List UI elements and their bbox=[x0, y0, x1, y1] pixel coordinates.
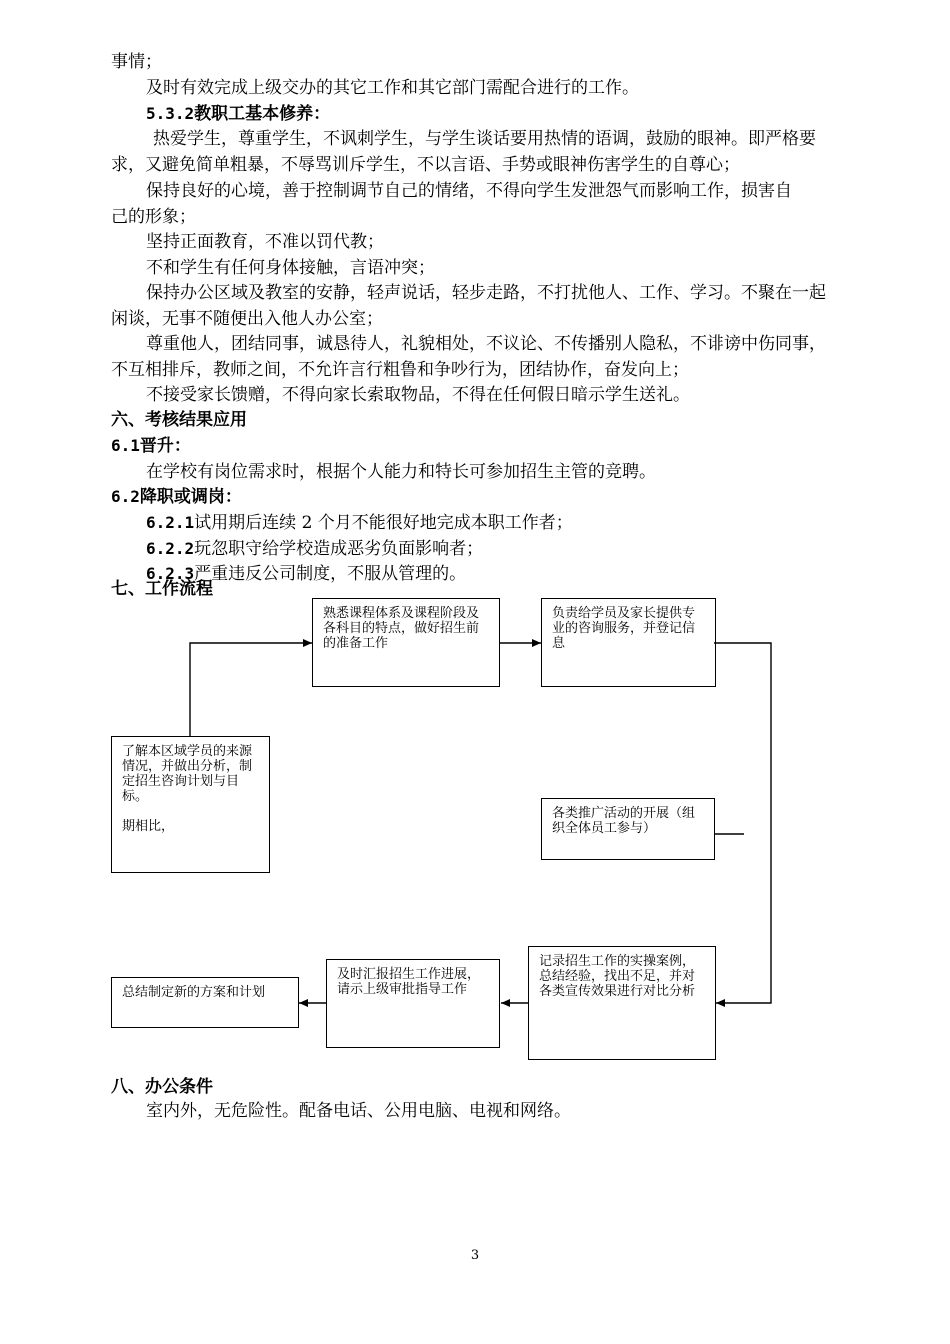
section-heading-6: 六、考核结果应用 bbox=[111, 410, 247, 430]
flow-box-familiar bbox=[312, 598, 500, 687]
flow-box-text: 了解本区域学员的来源情况，并做出分析，制定招生咨询计划与目标。 期相比， bbox=[122, 744, 253, 834]
flow-box-text: 总结制定新的方案和计划 bbox=[122, 985, 266, 1000]
text-line: 保持良好的心境，善于控制调节自己的情绪，不得向学生发泄怨气而影响工作，损害自 bbox=[146, 181, 792, 201]
section-heading-7: 七、工作流程 bbox=[111, 579, 213, 599]
section-heading-8: 八、办公条件 bbox=[111, 1077, 213, 1097]
text-line: 及时有效完成上级交办的其它工作和其它部门需配合进行的工作。 bbox=[146, 78, 639, 98]
flow-box-text: 记录招生工作的实操案例，总结经验，找出不足，并对各类宣传效果进行对比分析 bbox=[539, 954, 696, 999]
flow-box-text: 及时汇报招生工作进展，请示上级审批指导工作 bbox=[337, 967, 481, 997]
item-text: 玩忽职守给学校造成恶劣负面影响者； bbox=[194, 539, 484, 559]
text-line: 室内外，无危险性。配备电话、公用电脑、电视和网络。 bbox=[146, 1101, 571, 1121]
text-line: 己的形象； bbox=[111, 207, 196, 227]
text-line: 坚持正面教育，不准以罚代教； bbox=[146, 232, 384, 252]
item-text: 试用期后连续 2 个月不能很好地完成本职工作者； bbox=[194, 513, 573, 533]
text-line: 尊重他人，团结同事，诚恳待人，礼貌相处，不议论、不传播别人隐私，不诽谤中伤同事， bbox=[146, 334, 826, 354]
flow-box-understand bbox=[111, 736, 270, 873]
page-number: 3 bbox=[470, 1248, 480, 1263]
item-number: 6.2.1 bbox=[146, 513, 195, 532]
heading-number: 6.1 bbox=[111, 436, 140, 455]
flow-box-report bbox=[326, 959, 500, 1048]
arrow-consult-to-record bbox=[714, 643, 771, 1003]
heading-number: 5.3.2 bbox=[146, 104, 195, 123]
item-number: 6.2.2 bbox=[146, 539, 195, 558]
flow-box-consult bbox=[541, 598, 716, 687]
heading-number: 6.2 bbox=[111, 487, 140, 506]
flow-box-text: 熟悉课程体系及课程阶段及各科目的特点，做好招生前的准备工作 bbox=[323, 606, 480, 651]
flow-box-text: 负责给学员及家长提供专业的咨询服务，并登记信息 bbox=[552, 606, 696, 651]
text-line: 不接受家长馈赠，不得向家长索取物品，不得在任何假日暗示学生送礼。 bbox=[146, 385, 690, 405]
item-number: 6.2.3 bbox=[146, 564, 195, 583]
flow-box-text: 各类推广活动的开展（组织全体员工参与） bbox=[552, 806, 696, 836]
flow-box-summary bbox=[111, 977, 299, 1028]
item-text: 严重违反公司制度，不服从管理的。 bbox=[194, 564, 467, 584]
text-line: 热爱学生，尊重学生，不讽刺学生，与学生谈话要用热情的语调，鼓励的眼神。即严格要 bbox=[153, 129, 816, 149]
text-line: 保持办公区域及教室的安静，轻声说话，轻步走路，不打扰他人、工作、学习。不聚在一起 bbox=[146, 283, 826, 303]
flow-box-record bbox=[528, 946, 716, 1060]
heading-text: 晋升： bbox=[139, 436, 191, 456]
text-line: 不互相排斥，教师之间，不允许言行粗鲁和争吵行为，团结协作，奋发向上； bbox=[111, 360, 689, 380]
text-line: 在学校有岗位需求时，根据个人能力和特长可参加招生主管的竞聘。 bbox=[146, 462, 656, 482]
text-line: 求，又避免简单粗暴，不辱骂训斥学生，不以言语、手势或眼神伤害学生的自尊心； bbox=[111, 155, 740, 175]
heading-text: 降职或调岗： bbox=[139, 487, 242, 507]
text-line: 不和学生有任何身体接触，言语冲突； bbox=[146, 258, 435, 278]
flow-box-promo bbox=[541, 798, 715, 860]
arrow-understand-to-familiar bbox=[190, 643, 312, 736]
text-line: 事情； bbox=[111, 52, 162, 72]
heading-text: 教职工基本修养： bbox=[194, 104, 331, 124]
text-line: 闲谈，无事不随便出入他人办公室； bbox=[111, 309, 383, 329]
